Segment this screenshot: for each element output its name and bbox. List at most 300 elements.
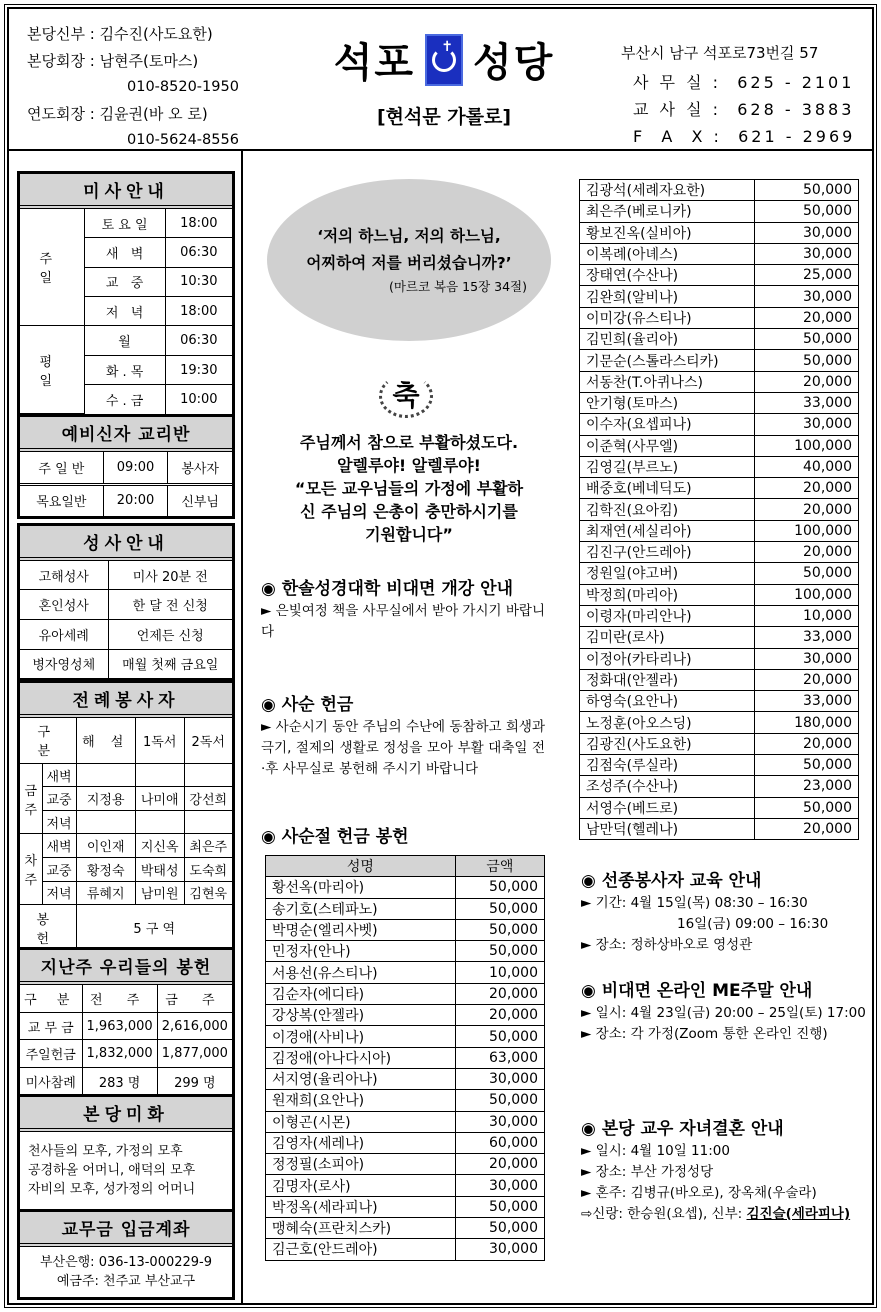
server-name <box>184 763 232 787</box>
server-name: 나미애 <box>135 787 184 811</box>
notice-line: ► 장소: 부산 가정성당 <box>581 1164 714 1180</box>
offering-label: 봉 헌 <box>20 905 76 950</box>
donor-row <box>580 180 859 201</box>
requiem-president-name: 김윤권(바 오 로) <box>99 104 208 123</box>
class-name: 목요일반 <box>20 484 103 516</box>
donor-amount: 30,000 <box>755 286 859 307</box>
chuk-glyph: 축 <box>392 379 420 412</box>
donor-amount: 50,000 <box>455 877 544 898</box>
donor-row <box>580 712 859 733</box>
catechumen-box <box>17 414 235 519</box>
donor-name: 남만덕(헬레나) <box>580 818 755 839</box>
flowers-line: 자비의 모후, 성가정의 어머니 <box>28 1182 196 1197</box>
col-header: 구 분 <box>20 718 76 763</box>
row-label: 교 무 금 <box>20 1012 82 1040</box>
donor-name: 서지영(율리아나) <box>266 1068 456 1089</box>
donor-name: 최재연(세실리아) <box>580 520 755 541</box>
donor-name: 이령자(마리안나) <box>580 605 755 626</box>
notice-line: ► 일시: 4월 10일 11:00 <box>581 1143 730 1159</box>
notice-body: ► 은빛여정 책을 사무실에서 받아 가시기 바랍니다 <box>261 603 545 640</box>
col-header: 전 주 <box>82 985 157 1012</box>
donor-amount: 50,000 <box>755 201 859 222</box>
notice-title: ◉ 선종봉사자 교육 안내 <box>581 871 762 891</box>
donor-name: 배중호(베네딕도) <box>580 478 755 499</box>
donor-amount: 20,000 <box>755 307 859 328</box>
amount: 283 명 <box>82 1068 157 1095</box>
donor-row <box>266 1090 545 1111</box>
notice-line: ► 일시: 4월 23일(금) 20:00 – 25일(토) 17:00 <box>581 1005 866 1021</box>
donor-row <box>580 435 859 456</box>
mass-slot: 교중 <box>42 787 76 811</box>
donor-amount: 20,000 <box>755 818 859 839</box>
quote-line: 어찌하여 저를 버리셨습니까?’ <box>306 254 512 272</box>
notice-title: ◉ 사순절 헌금 봉헌 <box>261 827 409 847</box>
server-name: 박태성 <box>135 858 184 882</box>
server-name <box>184 810 232 834</box>
teachers-room-phone: 628 - 3883 <box>737 100 855 119</box>
offering-district: 5 구 역 <box>76 905 232 950</box>
requiem-president-label: 연도회장 <box>27 104 85 123</box>
donor-amount: 30,000 <box>755 414 859 435</box>
notice-body: ► 사순시기 동안 주님의 수난에 동참하고 희생과 극기, 절제의 생활로 정성을 모아 부활 대축일 전·후 사무실로 봉헌해 주시기 바랍니다 <box>261 719 545 777</box>
last-week-table <box>20 985 232 1095</box>
greeting-line: “모든 교우님들의 가정에 부활하 <box>294 479 524 498</box>
donor-row <box>580 797 859 818</box>
greeting-line: 주님께서 참으로 부활하셨도다. <box>299 433 519 452</box>
donor-row <box>580 542 859 563</box>
donor-amount: 30,000 <box>455 1068 544 1089</box>
class-teacher: 봉사자 <box>168 452 232 484</box>
this-week-label: 금주 <box>20 763 42 834</box>
donor-name: 서용선(유스티나) <box>266 962 456 983</box>
donor-name: 황선옥(마리아) <box>266 877 456 898</box>
row-label: 주일헌금 <box>20 1040 82 1068</box>
mass-time: 10:30 <box>165 267 232 296</box>
server-name: 최은주 <box>184 834 232 858</box>
mass-label: 화 . 목 <box>84 355 165 384</box>
amount: 1,963,000 <box>82 1012 157 1040</box>
donor-amount: 180,000 <box>755 712 859 733</box>
donor-name: 김명자(로사) <box>266 1175 456 1196</box>
col-header: 해 설 <box>76 718 135 763</box>
notice-line: ► 장소: 정하상바오로 영성관 <box>581 937 753 953</box>
couple-prefix: ⇨신랑: 한승원(요셉), 신부: <box>581 1206 747 1222</box>
donor-name: 김광진(사도요한) <box>580 733 755 754</box>
donor-amount: 20,000 <box>755 669 859 690</box>
donor-row <box>580 286 859 307</box>
donor-name: 이경애(사비나) <box>266 1026 456 1047</box>
donor-row <box>580 584 859 605</box>
donor-name: 김순자(에디타) <box>266 983 456 1004</box>
catechumen-title: 예비신자 교리반 <box>20 417 232 452</box>
contact-info: 부산시 남구 석포로73번길 57 사 무 실 : 625 - 2101 교 사 실 : 628 - 3883 F A X : 621 - 2969 <box>621 44 856 146</box>
amount: 2,616,000 <box>157 1012 232 1040</box>
pastor-label: 본당신부 <box>27 25 85 43</box>
donor-amount: 30,000 <box>455 1239 544 1260</box>
donor-name: 이수자(요셉피나) <box>580 414 755 435</box>
server-name: 남미원 <box>135 881 184 905</box>
donor-name: 민정자(안나) <box>266 941 456 962</box>
donor-amount: 20,000 <box>455 1005 544 1026</box>
donor-row <box>580 478 859 499</box>
col-header: 2독서 <box>184 718 232 763</box>
donor-amount: 50,000 <box>455 941 544 962</box>
donor-amount: 60,000 <box>455 1132 544 1153</box>
donor-name: 송기호(스테파노) <box>266 898 456 919</box>
quote-line: ‘저의 하느님, 저의 하느님, <box>317 227 501 245</box>
sacrament-info: 매월 첫째 금요일 <box>108 649 232 678</box>
donor-name: 박명순(엘리사벳) <box>266 919 456 940</box>
notice-title: ◉ 사순 헌금 <box>261 695 354 715</box>
donor-row <box>580 222 859 243</box>
donor-name: 이준혁(사무엘) <box>580 435 755 456</box>
liturgy-table <box>20 718 232 950</box>
sacrament-info: 한 달 전 신청 <box>108 590 232 620</box>
donor-row <box>580 818 859 839</box>
class-teacher: 신부님 <box>168 484 232 516</box>
donor-name: 김학진(요아킴) <box>580 499 755 520</box>
donor-row <box>580 733 859 754</box>
donor-name: 안기형(토마스) <box>580 392 755 413</box>
donor-row <box>580 499 859 520</box>
donor-name: 기문순(스톨라스티카) <box>580 350 755 371</box>
donor-amount: 20,000 <box>455 983 544 1004</box>
server-name: 강선희 <box>184 787 232 811</box>
donor-name: 장태연(수산나) <box>580 265 755 286</box>
donor-row <box>266 962 545 983</box>
sacraments-box <box>17 523 235 681</box>
donor-amount: 100,000 <box>755 584 859 605</box>
donor-name: 김미란(로사) <box>580 627 755 648</box>
donor-row <box>266 1111 545 1132</box>
mass-slot: 새벽 <box>42 834 76 858</box>
sacraments-table <box>20 561 232 678</box>
council-president-name: 남현주(토마스) <box>99 51 199 70</box>
donor-row <box>580 456 859 477</box>
donor-name: 이형곤(시몬) <box>266 1111 456 1132</box>
donor-amount: 30,000 <box>755 243 859 264</box>
church-flowers-box <box>17 1094 235 1218</box>
mass-label: 교 중 <box>84 267 165 296</box>
donor-row <box>580 648 859 669</box>
notice-line: ► 기간: 4월 15일(목) 08:30 – 16:30 <box>581 895 808 911</box>
donor-row <box>266 1068 545 1089</box>
donor-row <box>580 371 859 392</box>
donor-row <box>266 877 545 898</box>
council-president-label: 본당회장 <box>27 51 85 70</box>
donor-row <box>580 627 859 648</box>
donor-amount: 30,000 <box>755 222 859 243</box>
class-time: 20:00 <box>103 484 168 516</box>
donor-amount: 20,000 <box>755 733 859 754</box>
server-name: 이인재 <box>76 834 135 858</box>
donor-row <box>266 1196 545 1217</box>
donor-row <box>266 1005 545 1026</box>
server-name: 류혜지 <box>76 881 135 905</box>
notice-funeral-training <box>581 869 866 956</box>
mass-slot: 교중 <box>42 858 76 882</box>
notice-title: ◉ 한솔성경대학 비대면 개강 안내 <box>261 579 513 599</box>
donor-row <box>580 350 859 371</box>
title-right: 성당 <box>473 40 555 86</box>
donor-row <box>580 776 859 797</box>
donor-amount: 50,000 <box>455 1218 544 1239</box>
col-header: 금 주 <box>157 985 232 1012</box>
donor-amount: 50,000 <box>455 919 544 940</box>
scripture-reference: (마르코 복음 15장 34절) <box>388 279 527 294</box>
donor-row <box>266 1239 545 1260</box>
donor-name: 김진구(안드레아) <box>580 542 755 563</box>
donor-amount: 50,000 <box>755 350 859 371</box>
donor-name: 하영숙(요안나) <box>580 691 755 712</box>
donor-row <box>580 563 859 584</box>
donor-row <box>580 307 859 328</box>
notice-line: 16일(금) 09:00 – 16:30 <box>677 916 829 932</box>
sacraments-title: 성사안내 <box>20 526 232 561</box>
server-name <box>76 810 135 834</box>
donor-row <box>580 669 859 690</box>
church-subtitle: [현석문 가롤로] <box>376 106 512 128</box>
mass-label: 수 . 금 <box>84 385 165 414</box>
donor-name: 김근호(안드레아) <box>266 1239 456 1260</box>
donor-amount: 20,000 <box>755 542 859 563</box>
mass-schedule-table <box>20 209 232 414</box>
title-left: 석포 <box>333 40 415 86</box>
tithe-account-title: 교무금 입금계좌 <box>20 1212 232 1247</box>
notice-lent-offering <box>261 693 545 780</box>
sacrament-info: 미사 20분 전 <box>108 561 232 590</box>
mass-time: 06:30 <box>165 238 232 267</box>
sacrament-name: 혼인성사 <box>20 590 108 620</box>
mass-slot: 새벽 <box>42 763 76 787</box>
mass-time: 19:30 <box>165 355 232 384</box>
requiem-president-phone: 010-5624-8556 <box>127 132 239 148</box>
donor-amount: 40,000 <box>755 456 859 477</box>
donor-amount: 50,000 <box>755 180 859 201</box>
sunday-group: 주 일 <box>20 209 84 326</box>
col-header-amount: 금액 <box>455 856 544 877</box>
donor-row <box>266 898 545 919</box>
last-week-offering-box <box>17 947 235 1098</box>
donor-name: 정원일(야고버) <box>580 563 755 584</box>
fax-number: 621 - 2969 <box>738 127 856 146</box>
server-name: 지신옥 <box>135 834 184 858</box>
last-week-title: 지난주 우리들의 봉헌 <box>20 950 232 985</box>
server-name: 도숙희 <box>184 858 232 882</box>
class-name: 주 일 반 <box>20 452 103 484</box>
donor-name: 정화대(안젤라) <box>580 669 755 690</box>
donor-name: 원재희(요안나) <box>266 1090 456 1111</box>
donor-name: 조성주(수산나) <box>580 776 755 797</box>
donor-row <box>266 919 545 940</box>
donor-name: 김정애(아나다시아) <box>266 1047 456 1068</box>
column-divider <box>241 151 243 1303</box>
donor-name: 박정희(마리아) <box>580 584 755 605</box>
donor-name: 김영길(부르노) <box>580 456 755 477</box>
chuk-wreath-icon <box>379 374 433 418</box>
notice-title: ◉ 비대면 온라인 ME주말 안내 <box>581 981 813 1001</box>
donor-amount: 33,000 <box>755 627 859 648</box>
donor-name: 김민희(율리아) <box>580 329 755 350</box>
sacrament-info: 언제든 신청 <box>108 619 232 649</box>
donor-row <box>580 691 859 712</box>
donor-name: 이미강(유스티나) <box>580 307 755 328</box>
amount: 1,877,000 <box>157 1040 232 1068</box>
catechumen-table <box>20 452 232 516</box>
donor-amount: 25,000 <box>755 265 859 286</box>
donor-row <box>580 392 859 413</box>
notice-bible-college <box>261 577 545 643</box>
donor-row <box>580 755 859 776</box>
notice-line: ► 장소: 각 가정(Zoom 통한 온라인 진행) <box>581 1026 828 1042</box>
mass-slot: 저녁 <box>42 881 76 905</box>
donor-row <box>580 520 859 541</box>
liturgy-title: 전례봉사자 <box>20 683 232 718</box>
greeting-line: 기원합니다” <box>365 525 453 544</box>
mass-schedule-title: 미사안내 <box>20 174 232 209</box>
sacrament-name: 고해성사 <box>20 561 108 590</box>
mass-time: 10:00 <box>165 385 232 414</box>
donor-name: 박정옥(세라피나) <box>266 1196 456 1217</box>
donor-row <box>580 265 859 286</box>
donor-row <box>580 329 859 350</box>
office-label: 사 무 실 <box>633 73 705 92</box>
liturgy-servers-box <box>17 680 235 953</box>
mass-label: 월 <box>84 326 165 355</box>
office-phone: 625 - 2101 <box>737 73 855 92</box>
donor-name: 김점숙(루실라) <box>580 755 755 776</box>
amount: 1,832,000 <box>82 1040 157 1068</box>
donor-name: 강상복(안젤라) <box>266 1005 456 1026</box>
church-title <box>309 31 579 129</box>
donor-amount: 20,000 <box>755 371 859 392</box>
donor-name: 김영자(세레나) <box>266 1132 456 1153</box>
tithe-account-box <box>17 1209 235 1300</box>
donor-row <box>580 201 859 222</box>
catholic-church-logo-icon: ✝ <box>425 34 463 86</box>
church-flowers-title: 본당미화 <box>20 1097 232 1132</box>
greeting-line: 알렐루야! 알렐루야! <box>337 456 481 475</box>
donor-name: 이정아(카타리나) <box>580 648 755 669</box>
notice-me-weekend <box>581 979 866 1045</box>
easter-greeting <box>259 431 559 546</box>
server-name <box>135 810 184 834</box>
row-label: 미사참례 <box>20 1068 82 1095</box>
donor-name: 맹혜숙(프란치스카) <box>266 1218 456 1239</box>
donor-name: 서동찬(T.아퀴나스) <box>580 371 755 392</box>
mass-slot: 저녁 <box>42 810 76 834</box>
donor-amount: 30,000 <box>455 1111 544 1132</box>
donor-amount: 20,000 <box>755 499 859 520</box>
flowers-line: 공경하올 어머니, 애덕의 모후 <box>28 1163 196 1178</box>
donor-amount: 23,000 <box>755 776 859 797</box>
donor-row <box>266 1047 545 1068</box>
fax-label: F A X <box>633 127 706 146</box>
server-name <box>135 763 184 787</box>
donor-row <box>266 1132 545 1153</box>
donor-row <box>266 941 545 962</box>
donor-row <box>266 983 545 1004</box>
church-address: 부산시 남구 석포로73번길 57 <box>621 44 819 62</box>
mass-label: 토 요 일 <box>84 209 165 238</box>
mass-time: 06:30 <box>165 326 232 355</box>
server-name: 지정용 <box>76 787 135 811</box>
col-header: 1독서 <box>135 718 184 763</box>
donor-amount: 100,000 <box>755 520 859 541</box>
greeting-line: 신 주님의 은총이 충만하시기를 <box>300 502 518 521</box>
donor-row <box>580 414 859 435</box>
donor-name: 황보진옥(실비아) <box>580 222 755 243</box>
donor-amount: 50,000 <box>755 563 859 584</box>
teachers-room-label: 교 사 실 <box>633 100 705 119</box>
server-name: 김현욱 <box>184 881 232 905</box>
donor-amount: 33,000 <box>755 392 859 413</box>
bank-account: 부산은행: 036-13-000229-9 <box>39 1255 213 1270</box>
donor-row <box>266 1218 545 1239</box>
weekday-group: 평 일 <box>20 326 84 414</box>
donor-amount: 50,000 <box>455 1196 544 1217</box>
donor-row <box>266 1026 545 1047</box>
col-header: 구 분 <box>20 985 82 1012</box>
account-holder: 예금주: 천주교 부산교구 <box>56 1274 196 1289</box>
bulletin-page <box>4 4 877 1308</box>
server-name: 황정숙 <box>76 858 135 882</box>
sacrament-name: 유아세례 <box>20 619 108 649</box>
donor-amount: 10,000 <box>455 962 544 983</box>
donor-amount: 50,000 <box>755 329 859 350</box>
notice-line: ► 혼주: 김병규(바오로), 장옥채(우술라) <box>581 1185 817 1201</box>
next-week-label: 차주 <box>20 834 42 905</box>
donors-table-right <box>579 179 859 840</box>
donor-name: 서영수(베드로) <box>580 797 755 818</box>
donor-amount: 50,000 <box>755 797 859 818</box>
donor-name: 정정필(소피아) <box>266 1154 456 1175</box>
donor-amount: 30,000 <box>755 648 859 669</box>
donors-table-left <box>265 855 545 1261</box>
mass-time: 18:00 <box>165 209 232 238</box>
donor-amount: 50,000 <box>755 755 859 776</box>
donor-amount: 50,000 <box>455 898 544 919</box>
class-time: 09:00 <box>103 452 168 484</box>
scripture-quote <box>267 179 551 341</box>
donor-amount: 20,000 <box>455 1154 544 1175</box>
pastor-name: 김수진(사도요한) <box>99 25 213 43</box>
council-president-phone: 010-8520-1950 <box>127 79 239 95</box>
donor-amount: 33,000 <box>755 691 859 712</box>
bride-name: 김진슬(세라피나) <box>746 1206 851 1222</box>
donor-amount: 30,000 <box>455 1175 544 1196</box>
mass-schedule-box <box>17 171 235 417</box>
donor-name: 이복례(아녜스) <box>580 243 755 264</box>
notice-lent-donors <box>261 825 545 849</box>
donor-amount: 63,000 <box>455 1047 544 1068</box>
amount: 299 명 <box>157 1068 232 1095</box>
col-header-name: 성명 <box>266 856 456 877</box>
flowers-line: 천사들의 모후, 가정의 모후 <box>28 1144 183 1159</box>
donor-name: 최은주(베로니카) <box>580 201 755 222</box>
donor-amount: 10,000 <box>755 605 859 626</box>
donor-row <box>266 1154 545 1175</box>
mass-label: 새 벽 <box>84 238 165 267</box>
donor-amount: 100,000 <box>755 435 859 456</box>
mass-label: 저 녁 <box>84 297 165 326</box>
mass-time: 18:00 <box>165 297 232 326</box>
donor-row <box>580 243 859 264</box>
donor-amount: 50,000 <box>455 1026 544 1047</box>
donor-amount: 50,000 <box>455 1090 544 1111</box>
donor-row <box>580 605 859 626</box>
donor-name: 김완희(알비나) <box>580 286 755 307</box>
